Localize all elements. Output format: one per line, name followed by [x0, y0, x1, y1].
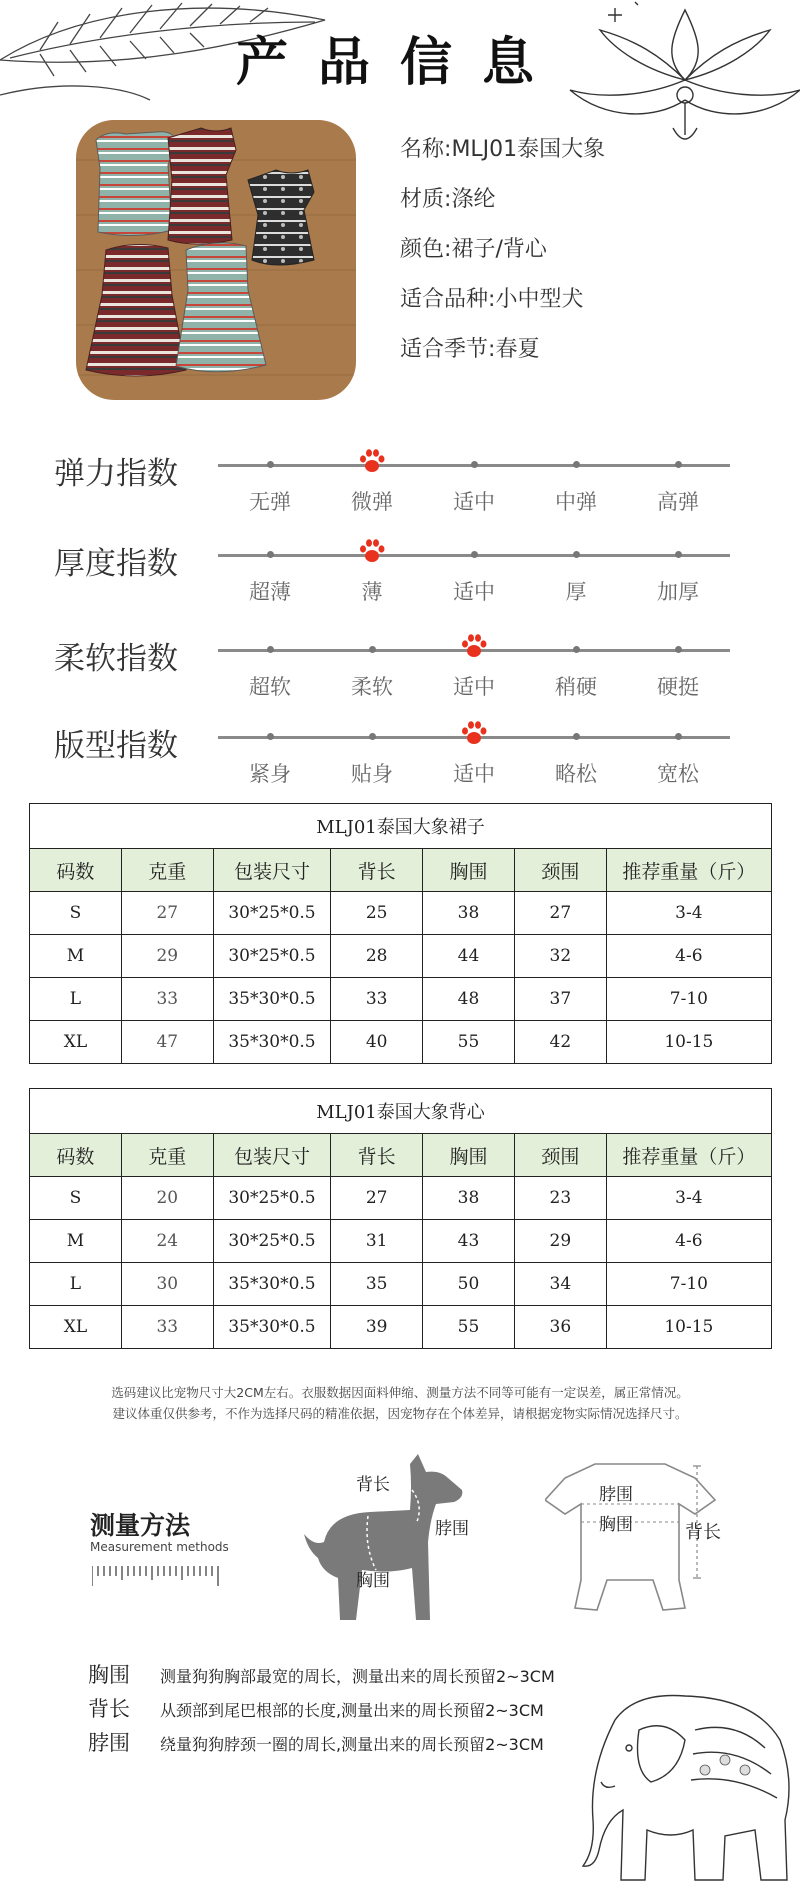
scale-level-label: 中弹	[555, 490, 597, 514]
table-row	[30, 1306, 772, 1349]
table-cell: 35*30*0.5	[213, 1306, 331, 1349]
table-header-cell: 胸围	[423, 849, 515, 892]
table-cell: 20	[121, 1177, 213, 1220]
table-cell: 27	[514, 892, 606, 935]
scale-level-label: 厚	[565, 580, 587, 604]
table-cell: S	[30, 1177, 122, 1220]
scale-title: 厚度指数	[54, 546, 178, 582]
scale-dot	[573, 461, 580, 468]
table-header-cell: 颈围	[514, 1134, 606, 1177]
scale-dot	[267, 646, 274, 653]
table-header-cell: 克重	[121, 849, 213, 892]
table-cell: S	[30, 892, 122, 935]
table-cell: 30*25*0.5	[213, 1220, 331, 1263]
dog-label-chest: 胸围	[356, 1571, 390, 1591]
table-header-cell: 背长	[331, 849, 423, 892]
table-header-cell: 码数	[30, 1134, 122, 1177]
table-cell: 30*25*0.5	[213, 1177, 331, 1220]
scale-level-label: 超软	[249, 675, 291, 699]
table-row	[30, 892, 772, 935]
scale-dot	[675, 646, 682, 653]
table-cell: M	[30, 1220, 122, 1263]
table-cell: 4-6	[606, 1220, 771, 1263]
table-cell: 50	[423, 1263, 515, 1306]
table-cell: 35*30*0.5	[213, 1263, 331, 1306]
scale-level-label: 柔软	[351, 675, 393, 699]
ruler-icon	[92, 1564, 222, 1586]
garment-label-neck: 脖围	[599, 1485, 633, 1505]
scale-title: 版型指数	[54, 728, 178, 764]
measure-desc-back	[88, 1693, 544, 1723]
measure-desc-text: 测量狗狗胸部最宽的周长，测量出来的周长预留2~3CM	[160, 1667, 555, 1686]
scale-level-label: 贴身	[351, 762, 393, 786]
scale-level-label: 硬挺	[657, 675, 699, 699]
table-row	[30, 1220, 772, 1263]
table-header-cell: 推荐重量（斤）	[606, 849, 771, 892]
elephant-ornament	[575, 1690, 800, 1884]
scale-level-label: 无弹	[249, 490, 291, 514]
info-row-name: 名称:MLJ01泰国大象	[400, 137, 606, 162]
table-header-cell: 克重	[121, 1134, 213, 1177]
table-cell: 43	[423, 1220, 515, 1263]
table-cell: 35	[331, 1263, 423, 1306]
table-cell: 35*30*0.5	[213, 1021, 331, 1064]
table-cell: 55	[423, 1306, 515, 1349]
measure-subtitle: Measurement methods	[90, 1540, 229, 1554]
scale-dot	[675, 551, 682, 558]
page-title: 产品信息	[235, 33, 564, 93]
dog-measure-figure	[300, 1450, 490, 1625]
paw-marker-icon	[460, 632, 488, 660]
garment-vest-black	[248, 170, 314, 265]
scale-dot	[573, 551, 580, 558]
paw-marker-icon	[460, 719, 488, 747]
table-cell: 7-10	[606, 978, 771, 1021]
dog-label-back: 背长	[356, 1475, 390, 1495]
table-cell: 47	[121, 1021, 213, 1064]
table-cell: 3-4	[606, 892, 771, 935]
scale-dot	[369, 733, 376, 740]
table-cell: 39	[331, 1306, 423, 1349]
size-note	[0, 1382, 800, 1424]
table-cell: 35*30*0.5	[213, 978, 331, 1021]
scale-dot	[471, 551, 478, 558]
table-cell: L	[30, 978, 122, 1021]
garment-measure-figure	[545, 1460, 735, 1615]
table-cell: 33	[121, 1306, 213, 1349]
table-cell: 29	[121, 935, 213, 978]
table-header-cell: 码数	[30, 849, 122, 892]
table-caption: MLJ01泰国大象背心	[30, 1089, 772, 1134]
measure-desc-term: 背长	[88, 1697, 130, 1721]
table-cell: 25	[331, 892, 423, 935]
table-cell: 27	[121, 892, 213, 935]
scale-level-label: 宽松	[657, 762, 699, 786]
table-cell: 31	[331, 1220, 423, 1263]
scale-dot	[267, 551, 274, 558]
size-note-line: 建议体重仅供参考，不作为选择尺码的精准依据，因宠物存在个体差异，请根据宠物实际情况选择尺寸。	[112, 1406, 688, 1421]
info-row-material: 材质:涤纶	[400, 187, 496, 212]
scale-level-label: 稍硬	[555, 675, 597, 699]
table-cell: 32	[514, 935, 606, 978]
table-cell: L	[30, 1263, 122, 1306]
table-caption: MLJ01泰国大象裙子	[30, 804, 772, 849]
table-header-cell: 推荐重量（斤）	[606, 1134, 771, 1177]
info-row-breed: 适合品种:小中型犬	[400, 287, 584, 312]
table-cell: 40	[331, 1021, 423, 1064]
scale-dot	[471, 461, 478, 468]
table-header-row	[30, 1134, 772, 1177]
scale-level-label: 超薄	[249, 580, 291, 604]
scale-level-label: 适中	[453, 675, 495, 699]
garment-label-back: 背长	[685, 1522, 721, 1543]
scale-level-label: 高弹	[657, 490, 699, 514]
scale-level-label: 略松	[555, 762, 597, 786]
size-table-dress	[29, 803, 772, 1064]
scale-dot	[267, 733, 274, 740]
scale-dot	[573, 646, 580, 653]
dog-label-neck: 脖围	[435, 1519, 469, 1539]
table-cell: 7-10	[606, 1263, 771, 1306]
table-header-row	[30, 849, 772, 892]
table-cell: 24	[121, 1220, 213, 1263]
product-photo	[76, 120, 356, 400]
scale-dot	[267, 461, 274, 468]
header	[0, 0, 800, 110]
table-cell: 29	[514, 1220, 606, 1263]
table-cell: 37	[514, 978, 606, 1021]
measure-desc-neck	[88, 1727, 544, 1757]
scale-dot	[675, 733, 682, 740]
scale-thickness	[0, 546, 800, 642]
scale-dot	[675, 461, 682, 468]
table-cell: 30*25*0.5	[213, 892, 331, 935]
scale-title: 弹力指数	[54, 456, 178, 492]
table-row	[30, 978, 772, 1021]
table-row	[30, 1021, 772, 1064]
table-cell: 23	[514, 1177, 606, 1220]
measure-title: 测量方法	[90, 1511, 191, 1540]
table-cell: 30	[121, 1263, 213, 1306]
table-cell: 44	[423, 935, 515, 978]
measure-desc-term: 胸围	[88, 1663, 130, 1687]
table-row	[30, 1177, 772, 1220]
info-row-color: 颜色:裙子/背心	[400, 237, 547, 262]
scale-level-label: 适中	[453, 762, 495, 786]
table-cell: 34	[514, 1263, 606, 1306]
scale-dot	[573, 733, 580, 740]
table-cell: XL	[30, 1021, 122, 1064]
size-table-vest	[29, 1088, 772, 1349]
table-cell: 33	[331, 978, 423, 1021]
scale-level-label: 加厚	[657, 580, 699, 604]
table-row	[30, 1263, 772, 1306]
table-cell: 36	[514, 1306, 606, 1349]
garment-vest-red	[168, 128, 236, 244]
table-cell: M	[30, 935, 122, 978]
paw-marker-icon	[358, 537, 386, 565]
scale-level-label: 适中	[453, 580, 495, 604]
table-cell: 55	[423, 1021, 515, 1064]
table-cell: 33	[121, 978, 213, 1021]
scale-level-label: 微弹	[351, 490, 393, 514]
table-header-cell: 胸围	[423, 1134, 515, 1177]
table-cell: 10-15	[606, 1021, 771, 1064]
garment-vest-teal	[96, 132, 176, 236]
paw-marker-icon	[358, 447, 386, 475]
table-header-cell: 包装尺寸	[213, 849, 331, 892]
scale-level-label: 紧身	[249, 762, 291, 786]
table-cell: 27	[331, 1177, 423, 1220]
scale-title: 柔软指数	[54, 641, 178, 677]
table-cell: 38	[423, 892, 515, 935]
measure-desc-term: 脖围	[88, 1731, 130, 1755]
measure-desc-chest	[88, 1659, 555, 1689]
table-cell: 4-6	[606, 935, 771, 978]
table-cell: 28	[331, 935, 423, 978]
scale-level-label: 薄	[361, 580, 383, 604]
size-note-line: 选码建议比宠物尺寸大2CM左右。衣服数据因面料伸缩、测量方法不同等可能有一定误差，属正常情况。	[111, 1385, 689, 1400]
scale-level-label: 适中	[453, 490, 495, 514]
table-cell: 48	[423, 978, 515, 1021]
table-row	[30, 935, 772, 978]
table-header-cell: 包装尺寸	[213, 1134, 331, 1177]
measure-desc-text: 绕量狗狗脖颈一圈的周长,测量出来的周长预留2~3CM	[160, 1735, 544, 1754]
table-cell: 3-4	[606, 1177, 771, 1220]
table-cell: 30*25*0.5	[213, 935, 331, 978]
measure-desc-text: 从颈部到尾巴根部的长度,测量出来的周长预留2~3CM	[160, 1701, 544, 1720]
info-row-season: 适合季节:春夏	[400, 337, 540, 362]
product-info	[400, 132, 780, 382]
table-cell: 42	[514, 1021, 606, 1064]
table-cell: XL	[30, 1306, 122, 1349]
table-header-cell: 颈围	[514, 849, 606, 892]
table-cell: 38	[423, 1177, 515, 1220]
garment-label-chest: 胸围	[599, 1515, 633, 1535]
scale-dot	[369, 646, 376, 653]
table-header-cell: 背长	[331, 1134, 423, 1177]
table-cell: 10-15	[606, 1306, 771, 1349]
